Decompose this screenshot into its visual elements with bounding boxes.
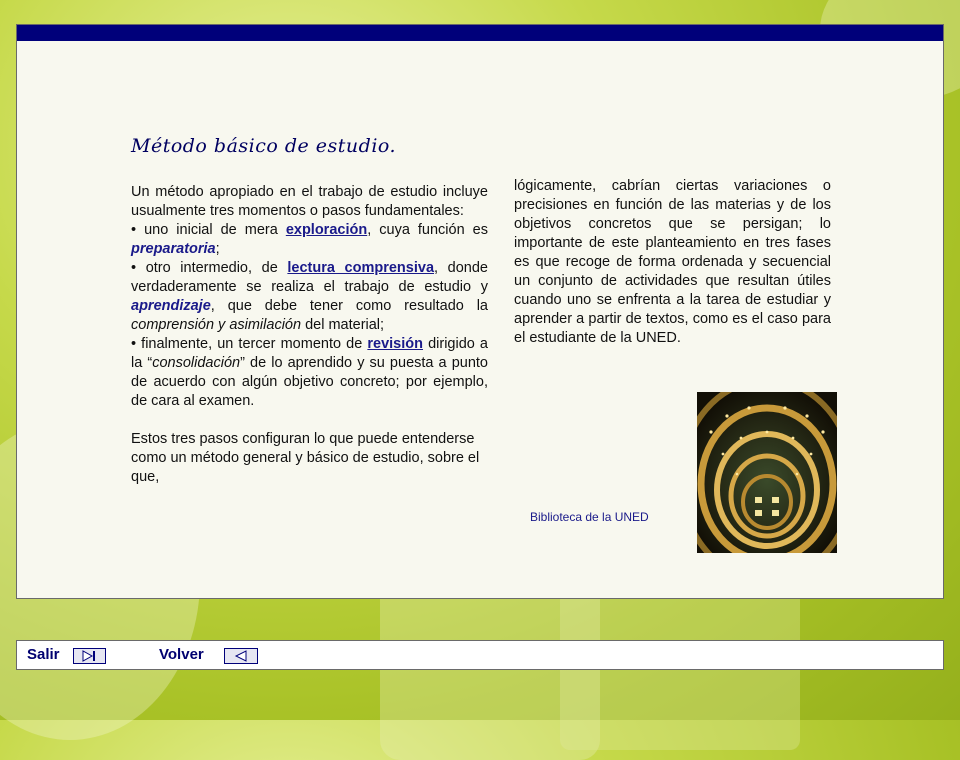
bullet-exploration xyxy=(131,221,488,259)
bullet-text: , donde verdaderamente se realiza el trabajo de estudio y xyxy=(131,260,488,295)
bullet-text: , cuya función es xyxy=(367,222,488,238)
continuation-paragraph: lógicamente, cabrían ciertas variaciones o precisiones en función de las materias y de los objetivos concretos que se persigan; lo importante de este planteamiento en tres fases es que recoge de forma ordenada y secuencial un conjunto de actividades que resultan útiles cuando uno se enfrenta a la tarea de estudiar y aprender a partir de textos, como es el caso para el estudiante de la UNED. xyxy=(514,178,831,346)
bullet-text: • uno inicial de mera xyxy=(131,222,286,238)
bullet-text: , que debe tener como resultado la xyxy=(210,298,488,314)
keyword-exploracion: exploración xyxy=(285,222,368,238)
italic-consolidacion: consolidación xyxy=(152,355,241,371)
back-button[interactable] xyxy=(224,648,258,664)
exit-button[interactable] xyxy=(73,648,106,664)
right-text-column xyxy=(514,177,831,348)
keyword-lectura-comprensiva: lectura comprensiva xyxy=(287,260,435,276)
bullet-text: • otro intermedio, de xyxy=(131,260,288,276)
back-arrow-icon xyxy=(225,649,257,663)
photo-caption: Biblioteca de la UNED xyxy=(530,510,649,524)
background-decoration xyxy=(560,590,800,750)
bullet-text: ” de lo aprendido y su puesta a punto de acuerdo con algún objetivo concreto; por ejemplo, de cara al examen. xyxy=(131,355,488,409)
intro-paragraph: Un método apropiado en el trabajo de estudio incluye usualmente tres momentos o pasos fundamentales: xyxy=(131,184,488,219)
bullet-text: ; xyxy=(215,241,220,257)
bullet-text: • finalmente, un tercer momento de xyxy=(131,336,368,352)
library-photo xyxy=(697,392,837,553)
page-title xyxy=(131,135,396,157)
emphasis-aprendizaje: aprendizaje xyxy=(131,298,211,314)
page-title-text: Método básico de estudio xyxy=(131,135,390,157)
bullet-text: dirigido a la “ xyxy=(131,336,488,371)
navigation-bar xyxy=(16,640,944,670)
bullet-text: del material; xyxy=(301,317,385,333)
back-link[interactable]: Volver xyxy=(159,646,204,663)
bullet-reading xyxy=(131,259,488,335)
skip-forward-icon xyxy=(74,649,105,663)
keyword-revision: revisión xyxy=(367,336,423,352)
header-bar xyxy=(17,25,943,41)
emphasis-preparatoria: preparatoria xyxy=(131,241,216,257)
exit-link[interactable]: Salir xyxy=(27,646,60,663)
left-text-column xyxy=(131,183,488,487)
page-title-period: . xyxy=(389,135,397,157)
italic-comprension: comprensión y asimilación xyxy=(131,317,302,333)
content-panel xyxy=(16,24,944,599)
closing-paragraph: Estos tres pasos configuran lo que puede entenderse como un método general y básico de estudio, sobre el que, xyxy=(131,431,480,485)
paragraph-gap xyxy=(131,411,488,430)
bullet-review xyxy=(131,335,488,411)
